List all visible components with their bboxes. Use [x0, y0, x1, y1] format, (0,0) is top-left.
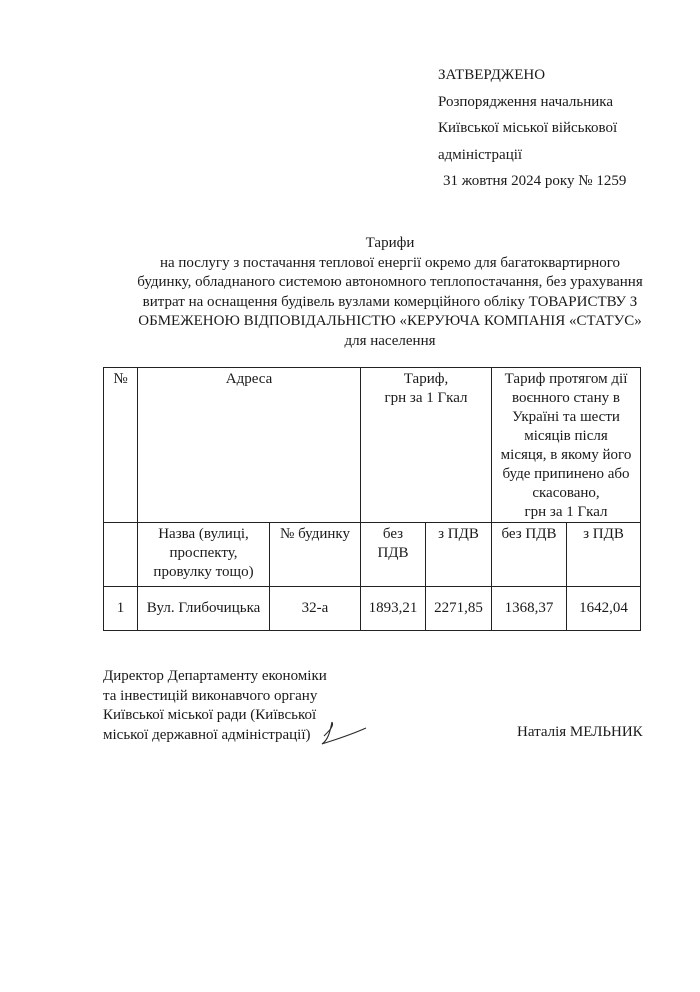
title-line: на послугу з постачання теплової енергії окремо для багатоквартирного: [159, 254, 621, 271]
cell-number: 1: [104, 587, 138, 631]
subheader-with-vat: з ПДВ: [426, 523, 492, 587]
document-title: [80, 234, 700, 352]
position-line: міської державної адміністрації): [103, 726, 311, 743]
subheader-street: Назва (вулиці, проспекту, провулку тощо): [138, 523, 270, 587]
cell-wartime-no-vat: 1368,37: [492, 587, 567, 631]
approval-date: 31 жовтня 2024 року № 1259: [443, 173, 627, 189]
cell-tariff-with-vat: 2271,85: [426, 587, 492, 631]
cell-building: 32-а: [270, 587, 361, 631]
approval-block: [438, 62, 678, 195]
signatory-name: Наталія МЕЛЬНИК: [517, 724, 643, 740]
tariffs-table: [103, 367, 641, 631]
title-line: будинку, обладнаного системою автономного теплопостачання, без урахування: [137, 274, 643, 291]
header-address: Адреса: [138, 368, 361, 523]
position-line: та інвестицій виконавчого органу: [103, 687, 318, 704]
cell-wartime-with-vat: 1642,04: [567, 587, 641, 631]
header-wartime-tariff: Тариф протягом дії воєнного стану в Україні та шести місяців після місяця, в якому його буде припинено або скасовано, грн за 1 Гкал: [492, 368, 641, 523]
position-line: Київської міської ради (Київської: [103, 707, 317, 723]
subheader-building: № будинку: [270, 523, 361, 587]
table-row: [104, 587, 641, 631]
cell-street: Вул. Глибочицька: [138, 587, 270, 631]
position-line: Директор Департаменту економіки: [103, 668, 327, 684]
title-line: ОБМЕЖЕНОЮ ВІДПОВІДАЛЬНІСТЮ «КЕРУЮЧА КОМПАНІЯ «СТАТУС»: [138, 313, 642, 330]
table-header-row: [104, 368, 641, 523]
table-subheader-row: [104, 523, 641, 587]
subheader-no-vat: без ПДВ: [361, 523, 426, 587]
signature-mark: [318, 718, 370, 748]
signatory-position: [103, 667, 327, 745]
approval-line-2: Київської міської військової: [438, 120, 618, 136]
header-tariff: Тариф, грн за 1 Гкал: [361, 368, 492, 523]
title-line: для населення: [344, 332, 436, 349]
approval-heading: ЗАТВЕРДЖЕНО: [438, 67, 546, 83]
subheader-empty: [104, 523, 138, 587]
approval-line-1: Розпорядження начальника: [438, 93, 613, 110]
approval-line-3: адміністрації: [438, 146, 523, 163]
cell-tariff-no-vat: 1893,21: [361, 587, 426, 631]
subheader-wartime-with-vat: з ПДВ: [567, 523, 641, 587]
title-heading: Тарифи: [365, 235, 415, 251]
title-line: витрат на оснащення будівель вузлами комерційного обліку ТОВАРИСТВУ З: [142, 293, 638, 310]
subheader-wartime-no-vat: без ПДВ: [492, 523, 567, 587]
header-number: №: [104, 368, 138, 523]
